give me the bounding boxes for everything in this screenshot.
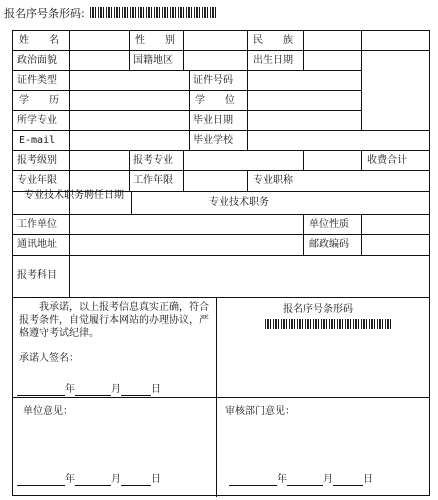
col-line: [183, 150, 184, 191]
row-line: [13, 70, 361, 71]
label-id-number: 证件号码: [193, 75, 233, 86]
registration-form: [12, 30, 430, 496]
label-ethnicity: 民 族: [253, 35, 293, 46]
row-line: [13, 130, 429, 131]
label-birth-date: 出生日期: [253, 55, 293, 66]
col-line: [247, 170, 248, 191]
label-postal-code: 邮政编码: [309, 239, 349, 250]
row-line: [13, 297, 429, 298]
row-line: [13, 170, 429, 171]
label-appointment-date: 专业技术职务聘任日期: [24, 190, 124, 201]
label-exam-subjects: 报考科目: [17, 270, 57, 281]
label-major: 所学专业: [17, 115, 57, 126]
col-line: [247, 31, 248, 71]
label-employer-type: 单位性质: [309, 219, 349, 230]
pledge-date: 年 月 日: [17, 384, 161, 396]
label-email: E-mail: [19, 135, 56, 146]
barcode-header-label: 报名序号条形码:: [4, 7, 85, 20]
pledge-text: 我承诺，以上报考信息真实正确，符合报考条件，自觉履行本网站的办理协议，严格遵守考试纪律。: [19, 302, 209, 339]
review-opinion-label: 审核部门意见：: [225, 406, 295, 417]
row-line: [13, 50, 429, 51]
label-professional-years: 专业年限: [17, 175, 57, 186]
row-line: [13, 110, 361, 111]
row-line: [13, 214, 429, 215]
col-line: [247, 71, 248, 150]
col-line: [131, 191, 132, 214]
label-work-years: 工作年限: [133, 175, 173, 186]
label-professional-title: 专业职称: [253, 175, 293, 186]
row-line: [13, 255, 429, 256]
label-gender: 性 别: [135, 35, 175, 46]
label-degree: 学 位: [195, 95, 235, 106]
label-technical-post: 专业技术职务: [209, 197, 269, 208]
label-education: 学 历: [19, 95, 59, 106]
col-line: [183, 31, 184, 71]
row-line: [13, 150, 429, 151]
label-id-type: 证件类型: [17, 75, 57, 86]
col-line: [216, 297, 217, 497]
barcode-image: [265, 319, 393, 329]
label-address: 通讯地址: [17, 239, 57, 250]
col-line: [129, 31, 130, 71]
unit-opinion-label: 单位意见：: [23, 406, 73, 417]
signature-label: 承诺人签名：: [19, 353, 79, 364]
col-line: [303, 150, 304, 171]
unit-opinion-date: 年 月 日: [17, 474, 161, 486]
col-line: [361, 214, 362, 255]
label-total-fee: 收费合计: [367, 155, 407, 166]
label-nationality: 国籍地区: [133, 55, 173, 66]
col-line: [69, 31, 70, 297]
label-political-status: 政治面貌: [17, 55, 57, 66]
label-exam-level: 报考级别: [17, 155, 57, 166]
row-line: [13, 397, 429, 398]
label-graduation-date: 毕业日期: [193, 115, 233, 126]
col-line: [361, 31, 362, 130]
col-line: [129, 150, 130, 191]
col-line: [303, 31, 304, 71]
review-opinion-date: 年 月 日: [229, 474, 373, 486]
barcode-image: [90, 7, 216, 18]
label-graduation-school: 毕业学校: [193, 135, 233, 146]
label-name: 姓 名: [19, 35, 59, 46]
barcode-header: [4, 4, 434, 20]
label-exam-major: 报考专业: [133, 155, 173, 166]
col-line: [361, 150, 362, 171]
barcode-box-label: 报名序号条形码: [283, 304, 353, 315]
row-line: [13, 90, 361, 91]
label-employer: 工作单位: [17, 219, 57, 230]
col-line: [303, 214, 304, 255]
col-line: [189, 71, 190, 150]
row-line: [13, 234, 429, 235]
